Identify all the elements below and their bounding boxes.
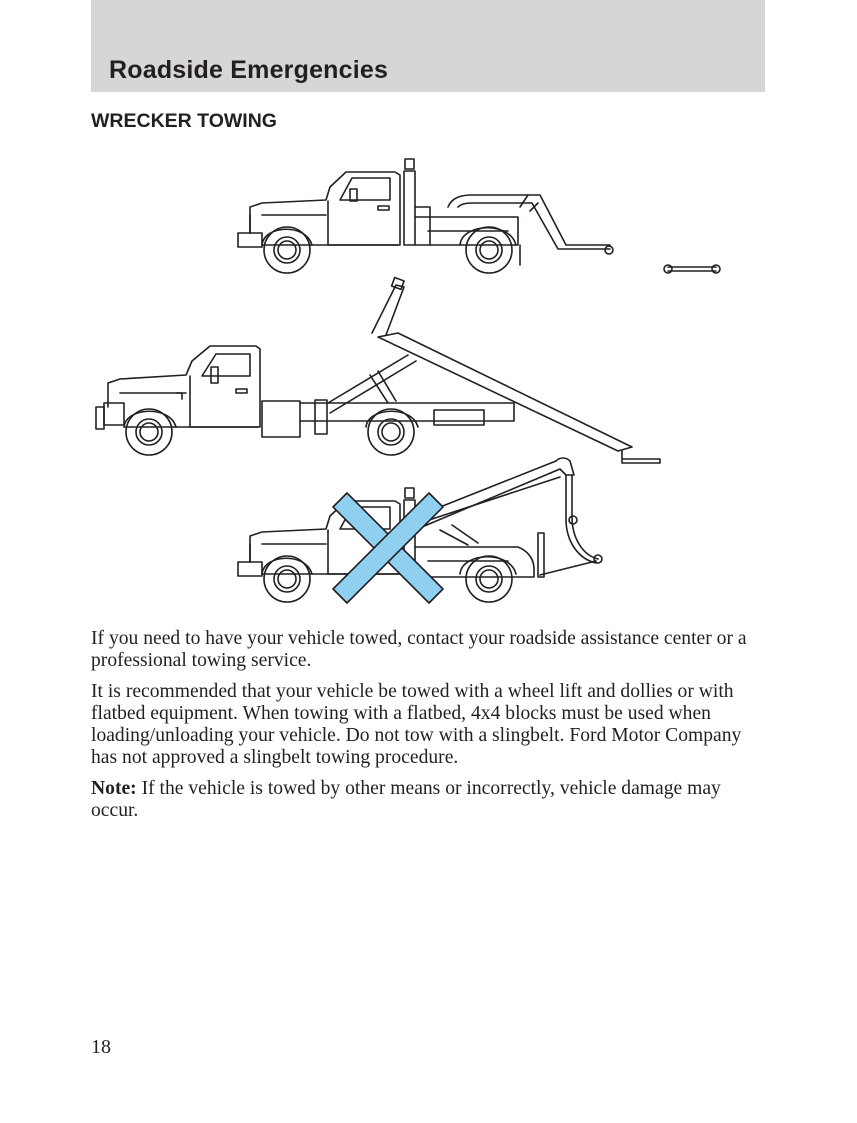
truck2-bed-ramp xyxy=(622,451,660,463)
truck3-front-wheel xyxy=(264,556,310,602)
truck1-door-handle xyxy=(378,206,389,210)
truck2-mirror xyxy=(211,367,218,383)
truck2-front-wheel xyxy=(126,409,172,455)
subsection-heading: WRECKER TOWING xyxy=(91,110,277,132)
truck2-cab xyxy=(108,346,260,427)
truck1-front-wheel xyxy=(264,227,310,273)
towing-illustration xyxy=(0,145,857,615)
wheel-lift-tow-truck xyxy=(238,159,720,273)
note-paragraph xyxy=(91,778,771,822)
truck1-front-bumper xyxy=(238,233,262,247)
body-text xyxy=(91,628,771,831)
note-label: Note: xyxy=(91,778,137,799)
truck2-window xyxy=(202,354,250,376)
truck1-rear-wheel xyxy=(466,227,512,273)
truck1-window xyxy=(340,178,390,200)
truck1-post xyxy=(404,171,415,245)
truck2-toolbox xyxy=(262,401,300,437)
note-text: If the vehicle is towed by other means or incorrectly, vehicle damage may occur. xyxy=(91,778,721,821)
truck2-rear-wheel xyxy=(368,409,414,455)
page-number: 18 xyxy=(91,1036,111,1058)
prohibited-x-mark xyxy=(333,493,443,603)
header-band xyxy=(91,0,765,92)
truck1-lift-pin xyxy=(605,246,613,254)
truck3-rear-wheel xyxy=(466,556,512,602)
flatbed-tow-truck xyxy=(96,278,660,463)
dolly-bar xyxy=(668,267,716,271)
paragraph-recommended-towing: It is recommended that your vehicle be towed with a wheel lift and dollies or with flatbed equipment. When towing with a flatbed, 4x4 blocks must be used when loading/unloading your vehicle. Do not tow with a slingbelt. Ford Motor Company has not approved a slingbelt towing procedure. xyxy=(91,681,742,768)
truck3-front-bumper xyxy=(238,562,262,576)
truck2-tilted-bed xyxy=(378,333,632,451)
paragraph-contact-assistance: If you need to have your vehicle towed, contact your roadside assistance center or a professional towing service. xyxy=(91,628,747,671)
section-title: Roadside Emergencies xyxy=(109,56,389,84)
truck1-mirror xyxy=(350,189,357,201)
truck2-front-bumper xyxy=(104,403,124,425)
